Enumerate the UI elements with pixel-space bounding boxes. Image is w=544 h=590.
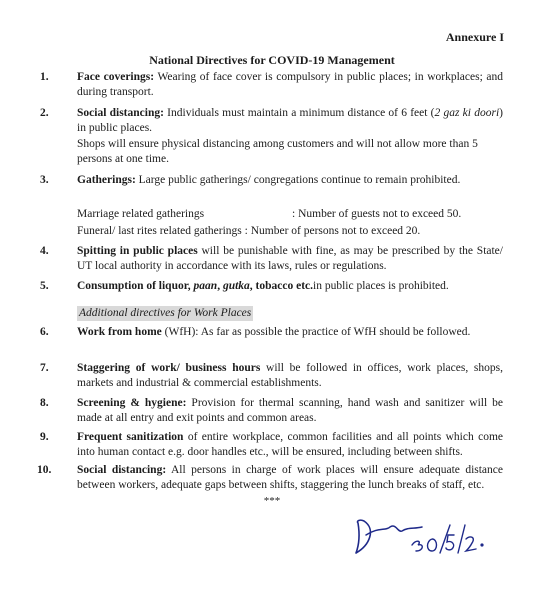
item-description: Individuals must maintain a minimum distance of 6 feet ( (163, 107, 435, 119)
item-text (77, 325, 503, 340)
item-text (77, 173, 503, 188)
item-number: 10. (37, 464, 52, 476)
heading-part: Consumption of liquor, (77, 280, 194, 292)
item-heading: Spitting in public places (77, 245, 198, 257)
item-number: 3. (40, 174, 49, 186)
funeral-gatherings (77, 224, 503, 239)
item-heading: Gatherings: (77, 174, 136, 186)
funeral-label: Funeral/ last rites related gatherings (77, 225, 242, 237)
marriage-gatherings (77, 207, 503, 222)
item-italic: 2 gaz ki doori (434, 107, 500, 119)
item-heading: Work from home (77, 326, 162, 338)
item-text (77, 70, 503, 99)
marriage-value: : Number of guests not to exceed 50. (292, 208, 462, 220)
heading-italic-gutka: gutka (222, 280, 250, 292)
item-heading: Social distancing: (77, 464, 167, 476)
document-title: National Directives for COVID-19 Management (149, 53, 395, 67)
item-number: 4. (40, 245, 49, 257)
item-number: 8. (40, 397, 49, 409)
item-description: in public places is prohibited. (313, 280, 449, 292)
item-description-tail: ) in public places. (77, 107, 503, 134)
item-number: 1. (40, 71, 49, 83)
item-text (77, 463, 503, 492)
item-heading: Social distancing: (77, 107, 164, 119)
item-description: will be punishable with fine, as may be prescribed by the State/ UT local authority in accordance with its laws, rules or regulations. (77, 245, 503, 272)
annexure-label: Annexure I (445, 30, 504, 44)
item-description: Large public gatherings/ congregations continue to remain prohibited. (135, 174, 461, 186)
marriage-label: Marriage related gatherings (77, 208, 205, 220)
item-number: 7. (40, 362, 49, 374)
heading-italic-paan: paan (193, 280, 218, 292)
item-text (77, 244, 503, 273)
item-description: Provision for thermal scanning, hand wash and sanitizer will be made at all entry and exit points and common areas. (77, 397, 504, 424)
item-text (77, 430, 503, 459)
item-description: (WfH): As far as possible the practice of WfH should be followed. (161, 326, 471, 338)
item-description: All persons in charge of work places will ensure adequate distance between workers, adequate gaps between shifts, staggering the lunch breaks of staff, etc. (77, 464, 503, 491)
item-text (77, 279, 503, 294)
heading-sep: , (217, 280, 223, 292)
item-text (77, 106, 503, 135)
item-description: of entire workplace, common facilities and all points which come into human contact e.g. door handles etc., will be ensured, including between shifts. (77, 431, 503, 458)
end-mark: *** (263, 495, 281, 507)
item-description: will be followed in offices, work places, shops, markets and industrial & commercial establishments. (77, 362, 503, 389)
item-number: 5. (40, 280, 49, 292)
item-number: 6. (40, 326, 49, 338)
heading-end: , tobacco etc. (249, 280, 314, 292)
item-description: Wearing of face cover is compulsory in public places; in workplaces; and during transport. (77, 71, 503, 98)
item-number: 9. (40, 431, 49, 443)
item-text (77, 361, 503, 390)
funeral-value: : Number of persons not to exceed 20. (241, 225, 421, 237)
item-number: 2. (40, 107, 49, 119)
handwritten-signature (350, 505, 490, 565)
section-heading: Additional directives for Work Places (79, 307, 252, 319)
item-heading: Screening & hygiene: (77, 397, 187, 409)
item-heading: Frequent sanitization (77, 431, 184, 443)
shops-note: Shops will ensure physical distancing among customers and will not allow more than 5 persons at one time. (77, 138, 478, 165)
item-heading (77, 280, 313, 292)
item-heading: Face coverings: (77, 71, 155, 83)
item-text (77, 396, 503, 425)
item-heading: Staggering of work/ business hours (77, 362, 261, 374)
